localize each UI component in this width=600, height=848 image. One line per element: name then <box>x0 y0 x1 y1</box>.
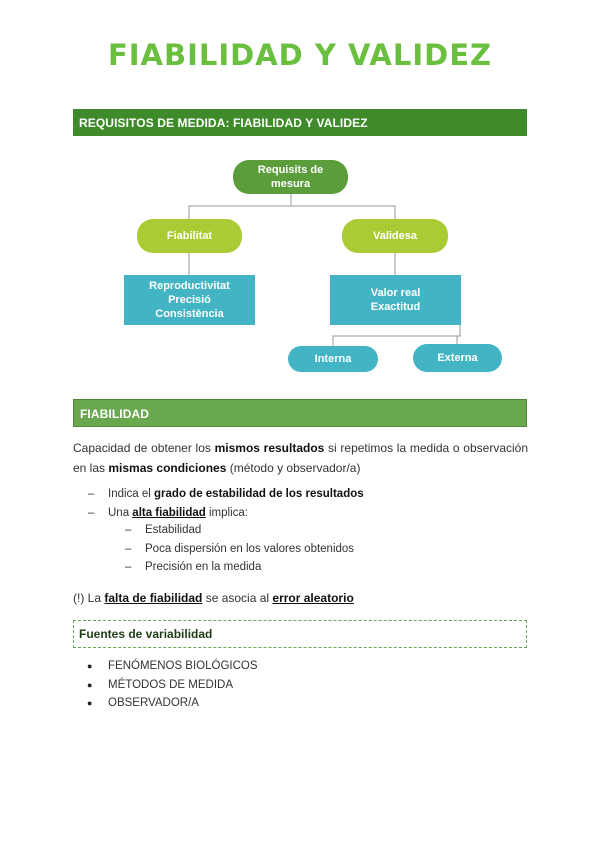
fiabilidad-note: (!) La falta de fiabilidad se asocia al error aleatorio <box>73 591 354 605</box>
node-validesa-properties: Valor real Exactitud <box>330 275 461 325</box>
connector-root-right <box>291 206 395 220</box>
section-heading-requisitos: REQUISITOS DE MEDIDA: FIABILIDAD Y VALIDEZ <box>73 109 527 136</box>
connector-validesa-box <box>333 324 460 347</box>
node-requisits-de-mesura: Requisits de mesura <box>233 160 348 194</box>
fuentes-list <box>108 657 258 713</box>
list-item: – Indica el grado de estabilidad de los resultados <box>108 485 364 504</box>
connector-externa <box>457 336 460 344</box>
node-validesa: Validesa <box>342 219 448 253</box>
fiabilidad-list <box>108 485 364 522</box>
list-item: – Precisión en la medida <box>145 558 354 577</box>
list-item: – Poca dispersión en los valores obtenidos <box>145 540 354 559</box>
fuentes-heading: Fuentes de variabilidad <box>73 620 527 648</box>
list-item: ● OBSERVADOR/A <box>108 694 258 713</box>
list-item: – Una alta fiabilidad implica: <box>108 504 364 523</box>
node-fiabilitat: Fiabilitat <box>137 219 242 253</box>
connector-root <box>189 192 291 220</box>
list-item: ● MÉTODOS DE MEDIDA <box>108 676 258 695</box>
list-item: – Estabilidad <box>145 521 354 540</box>
alta-fiabilidad-sublist <box>145 521 354 577</box>
node-fiabilitat-properties: Reproductivitat Precisió Consistència <box>124 275 255 325</box>
list-item: ● FENÓMENOS BIOLÓGICOS <box>108 657 258 676</box>
node-interna: Interna <box>288 346 378 372</box>
page-title: FIABILIDAD Y VALIDEZ <box>107 38 493 72</box>
fiabilidad-definition: Capacidad de obtener los mismos resultados si repetimos la medida o observación en las mismas condiciones (método y observador/a) <box>73 441 529 475</box>
node-externa: Externa <box>413 344 502 372</box>
section-heading-fiabilidad: FIABILIDAD <box>73 399 527 427</box>
